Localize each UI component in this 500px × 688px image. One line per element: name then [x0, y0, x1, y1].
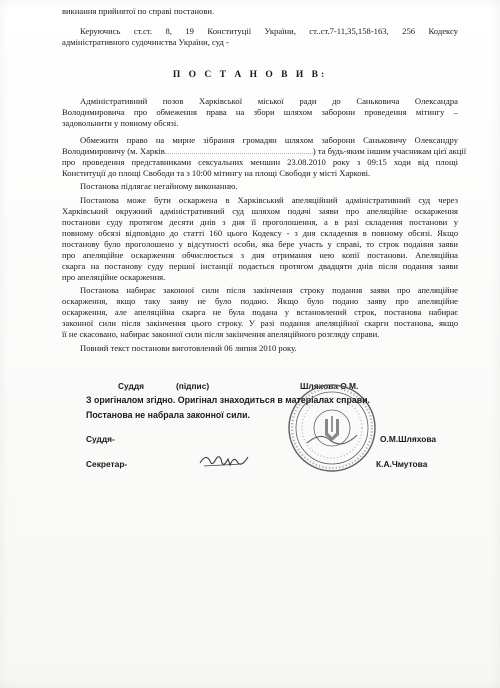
sign-judge-label: Суддя: [118, 381, 145, 391]
text-top-line: викнання прийнятої по справі постанови.: [62, 6, 215, 16]
basis-line-1: Керуючись ст.ст. 8, 19 Конституції України, ст..ст.7-11,35,158-163, 256 Кодексу: [80, 26, 458, 36]
p4-line-1: Постанова може бути оскаржена в Харківський апеляційний адміністративний суд через: [80, 195, 458, 205]
p2-line-2a: Володимировичу (м. Харків: [62, 146, 165, 156]
certification-line-2: Постанова не набрала законної сили.: [86, 410, 250, 420]
p5-line-2: оскарження, якщо таку заяву не було подано. Якщо було подано заяву про апеляційне: [62, 296, 458, 306]
p4-line-8: про апеляційне оскарження.: [62, 272, 166, 282]
p1-line-2: Володимировича про обмеження права на збори шляхом заборони проведення мітингу –: [62, 107, 458, 117]
p2-line-2: [62, 146, 466, 156]
p2-line-3: про проведення представниками сексуальних меншин 23.08.2010 року з 09:15 ходи від площі: [62, 157, 458, 167]
p4-line-2: Харківський окружний адміністративний суд шляхом подачі заяви про апеляційне оскарження: [62, 206, 458, 216]
judge-label: Суддя-: [86, 434, 115, 444]
p5-line-1: Постанова набирає законної сили після закінчення строку подання заяви про апеляційне: [80, 285, 458, 295]
secretary-name: К.А.Чмутова: [376, 459, 428, 469]
sign-name-top: Шляхова О.М.: [300, 381, 359, 391]
resolution-heading: П О С Т А Н О В И В:: [172, 70, 328, 80]
p1-line-3: задовольнити у повному обсязі.: [62, 118, 179, 128]
p4-line-6: про апеляційне оскарження обчислюється з дня отримання нею копії постанови. Апеляційна: [62, 250, 458, 260]
p1-line-1: Адміністративний позов Харківської міської ради до Саньковича Олександра: [80, 96, 458, 106]
p3-text: Постанова підлягає негайному виконанню.: [80, 181, 238, 191]
p2-line-1: Обмежити право на мирне зібрання громадян шляхом заборони Саньковичу Олександру: [80, 135, 458, 145]
p4-line-5: постанову було проголошено у відсутності особи, яка бере участь у справі, то строк подання заяви: [62, 239, 458, 249]
p4-line-3: постанови суду протягом десяти днів з дня її проголошення, а в разі складення постанови у: [62, 217, 458, 227]
certification-line-1: З оригіналом згідно. Оригінал знаходиться в матеріалах справи.: [86, 395, 370, 405]
sign-pidpys: (підпис): [176, 381, 210, 391]
basis-line-2: адміністративного судочинства України, суд -: [62, 37, 229, 47]
p5-line-3: оскарження, але апеляційна скарга не була подана у встановлений строк, постанова набирає: [62, 307, 458, 317]
judge-name: О.М.Шляхова: [380, 434, 437, 444]
secretary-label: Секретар-: [86, 459, 128, 469]
p4-line-4: повному обсязі відповідно до статті 160 цього Кодексу - з дня складення в повному обсязі. Якщо: [62, 228, 458, 238]
secretary-signature: [196, 449, 254, 471]
p2-line-2b: ) та будь-яким іншим учасникам цієї акції: [312, 146, 467, 156]
p4-line-7: скарга на постанову суду першої інстанції подається протягом двадцяти днів після подання заяви: [62, 261, 458, 271]
redacted-address: [165, 150, 313, 154]
p6-text: Повний текст постанови виготовлений 06 липня 2010 року.: [80, 343, 297, 353]
p2-line-4: Конституції до площі Свободи та з 10:00 мітингу на площі Свободи у місті Харкові.: [62, 168, 371, 178]
p5-line-4: законної сили після закінчення цього строку. У разі подання апеляційної скарги постанова, якщо: [62, 318, 458, 328]
p5-line-5: її не скасовано, набирає законної сили після закінчення апеляційного розгляду справи.: [62, 329, 380, 339]
